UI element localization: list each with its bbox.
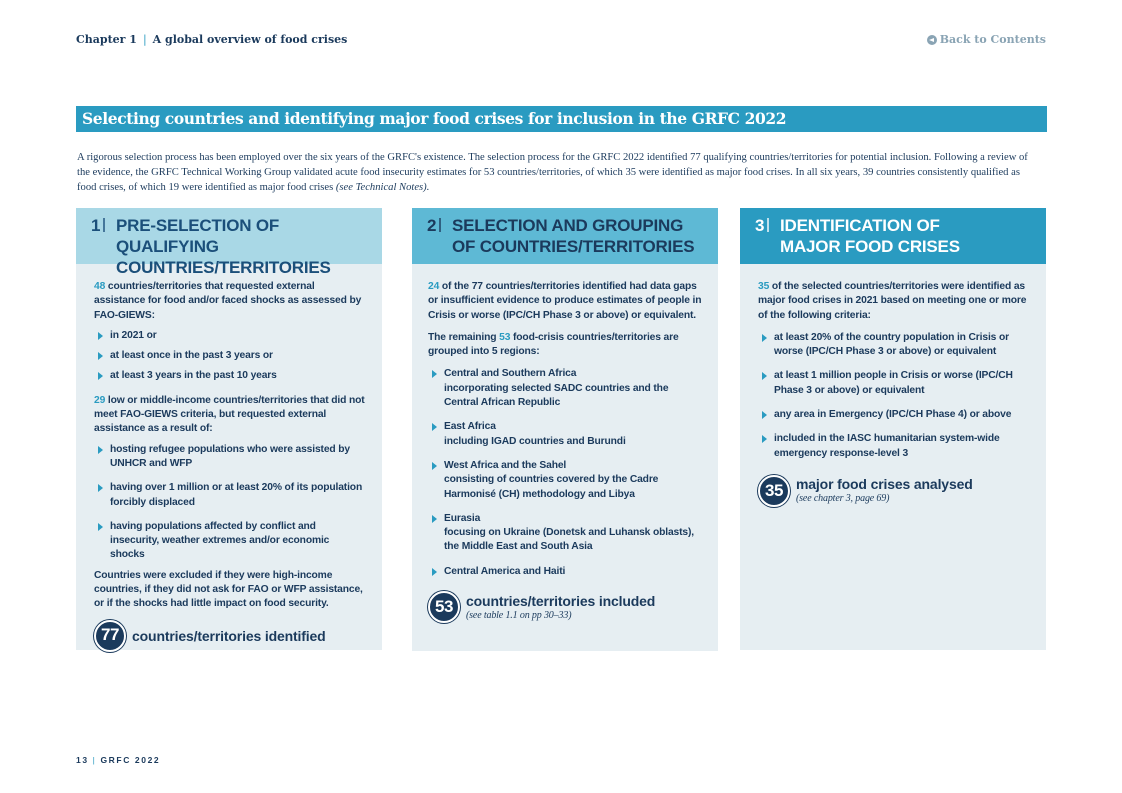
page-title: Selecting countries and identifying major food crises for inclusion in the GRFC 2022 [76,106,1047,132]
region-item [428,459,702,502]
step-number: 1 [91,215,116,264]
column-title-line2: OF COUNTRIES/TERRITORIES [452,237,695,256]
page-footer [76,755,160,765]
bullet-triangle-icon [762,435,767,443]
criteria-item [758,331,1030,360]
column-identification [740,208,1046,650]
count-badge [428,591,702,623]
list-item [94,520,366,563]
bullet-triangle-icon [762,411,767,419]
step-number: 3 [755,215,780,264]
bullet-triangle-icon [432,568,437,576]
column-header [76,208,382,277]
column-header [740,208,1046,264]
column-preselection [76,208,382,650]
region-item [428,512,702,555]
column-title-line1: SELECTION AND GROUPING [452,216,684,235]
count-circle: 77 [94,620,126,652]
paragraph-low-middle-income [94,394,366,437]
region-description: focusing on Ukraine (Donetsk and Luhansk oblasts), the Middle East and South Asia [444,527,694,553]
list-item-text: in 2021 or [110,329,157,341]
count-label: countries/territories identified [132,627,326,644]
region-name: Central America and Haiti [444,565,566,577]
list-item-text: having over 1 million or at least 20% of its population forcibly displaced [110,482,363,508]
paragraph-requested-assistance [94,280,366,323]
criteria-item [758,432,1030,461]
list-item [94,443,366,472]
list-item [94,349,366,363]
criteria-text: any area in Emergency (IPC/CH Phase 4) or above [774,409,1012,421]
list-item-text: at least 3 years in the past 10 years [110,370,277,382]
count-badge [758,475,1030,507]
region-description: including IGAD countries and Burundi [444,435,626,447]
count-circle: 53 [428,591,460,623]
column-title-line1: IDENTIFICATION OF [780,216,940,235]
footer-separator: | [92,755,97,765]
criteria-text: at least 20% of the country population in Crisis or worse (IPC/CH Phase 3 or above) or equivalent [774,331,1009,358]
bullet-triangle-icon [98,332,103,340]
paragraph-remaining [428,331,702,360]
list-item-text: having populations affected by conflict and insecurity, weather extremes and/or economic shocks [110,520,330,561]
chapter-header [76,33,347,46]
list-item [94,369,366,383]
paragraph-text: of the selected countries/territories were identified as major food crises in 2021 based on meeting one or more of the following criteria: [758,281,1027,321]
bullet-triangle-icon [762,372,767,380]
paragraph-text: low or middle-income countries/territories that did not meet FAO-GIEWS criteria, but requested external assistance as a result of: [94,394,365,435]
bullet-triangle-icon [762,334,767,342]
list-item [94,329,366,343]
count-circle: 35 [758,475,790,507]
list-item-text: hosting refugee populations who were assisted by UNHCR and WFP [110,443,350,469]
criteria-item [758,369,1030,398]
paragraph-exclusions: Countries were excluded if they were high-income countries, if they did not ask for FAO or WFP assistance, or if the shocks had little impact on food security. [94,569,363,610]
bullet-triangle-icon [432,515,437,523]
bullet-triangle-icon [98,352,103,360]
region-name: Eurasia [444,512,481,524]
highlight-number: 48 [94,281,106,292]
count-reference: (see table 1.1 on pp 30–33) [466,609,572,621]
region-name: East Africa [444,421,496,433]
highlight-number: 24 [428,281,440,292]
intro-note: (see Technical Notes). [335,182,430,193]
paragraph-data-gaps [428,280,702,323]
count-label: countries/territories included [466,592,656,609]
criteria-text: included in the IASC humanitarian system-wide emergency response-level 3 [774,433,1000,459]
highlight-number: 53 [499,331,511,343]
region-item [428,565,702,579]
criteria-item [758,408,1030,422]
intro-paragraph [77,150,1037,195]
paragraph-major-crises [758,280,1030,323]
region-description: consisting of countries covered by the Cadre Harmonisé (CH) methodology and Libya [444,474,659,500]
column-selection-grouping [412,208,718,651]
column-title-line1: PRE-SELECTION OF QUALIFYING [116,216,280,256]
bullet-triangle-icon [98,446,103,454]
bullet-triangle-icon [432,423,437,431]
bullet-triangle-icon [432,462,437,470]
header-separator: | [142,33,147,46]
highlight-number: 29 [94,394,106,406]
publication-name: GRFC 2022 [100,755,161,765]
region-item [428,367,702,410]
back-to-contents-link[interactable] [927,33,1046,46]
intro-text: A rigorous selection process has been employed over the six years of the GRFC's existence. The selection process for the GRFC 2022 identified 77 qualifying countries/territories for potential inclusion. Following a review of the evidence, the GRFC Technical Working Group validated acute food insecurity estimates for 53 countries/territories, of which 35 were identified as major food crises. In all six years, 39 countries consistently qualified as food crises, of which 19 were identified as major food crises [77,152,1028,193]
bullet-triangle-icon [98,372,103,380]
paragraph-text: food-crisis countries/territories are grouped into 5 regions: [428,331,679,358]
column-body [740,264,1046,507]
paragraph-text: countries/territories that requested external assistance for food and/or faced shocks as assessed by FAO-GIEWS: [94,281,362,321]
column-title-line2: MAJOR FOOD CRISES [780,237,960,256]
highlight-number: 35 [758,281,770,292]
back-to-contents-label: Back to Contents [939,33,1046,46]
step-number: 2 [427,215,452,264]
bullet-triangle-icon [98,484,103,492]
count-badge [94,620,366,652]
page-number: 13 [76,755,89,765]
chapter-title: A global overview of food crises [152,33,348,46]
column-title-line2: COUNTRIES/TERRITORIES [116,258,331,277]
region-name: West Africa and the Sahel [444,459,567,471]
back-arrow-icon [927,35,937,45]
column-body [76,264,382,652]
list-item [94,481,366,510]
paragraph-text: of the 77 countries/territories identified had data gaps or insufficient evidence to produce estimates of people in Crisis or worse (IPC/CH Phase 3 or above) or equivalent. [428,281,702,321]
region-name: Central and Southern Africa [444,368,577,380]
count-label: major food crises analysed [796,476,973,493]
region-description: incorporating selected SADC countries and the Central African Republic [444,382,669,409]
list-item-text: at least once in the past 3 years or [110,350,273,362]
bullet-triangle-icon [98,523,103,531]
count-reference: (see chapter 3, page 69) [796,493,890,505]
column-body [412,264,718,623]
region-item [428,420,702,449]
column-header [412,208,718,264]
chapter-number: Chapter 1 [76,33,137,46]
criteria-text: at least 1 million people in Crisis or worse (IPC/CH Phase 3 or above) or equivalent [774,370,1013,396]
bullet-triangle-icon [432,370,437,378]
paragraph-text: The remaining [428,331,500,343]
